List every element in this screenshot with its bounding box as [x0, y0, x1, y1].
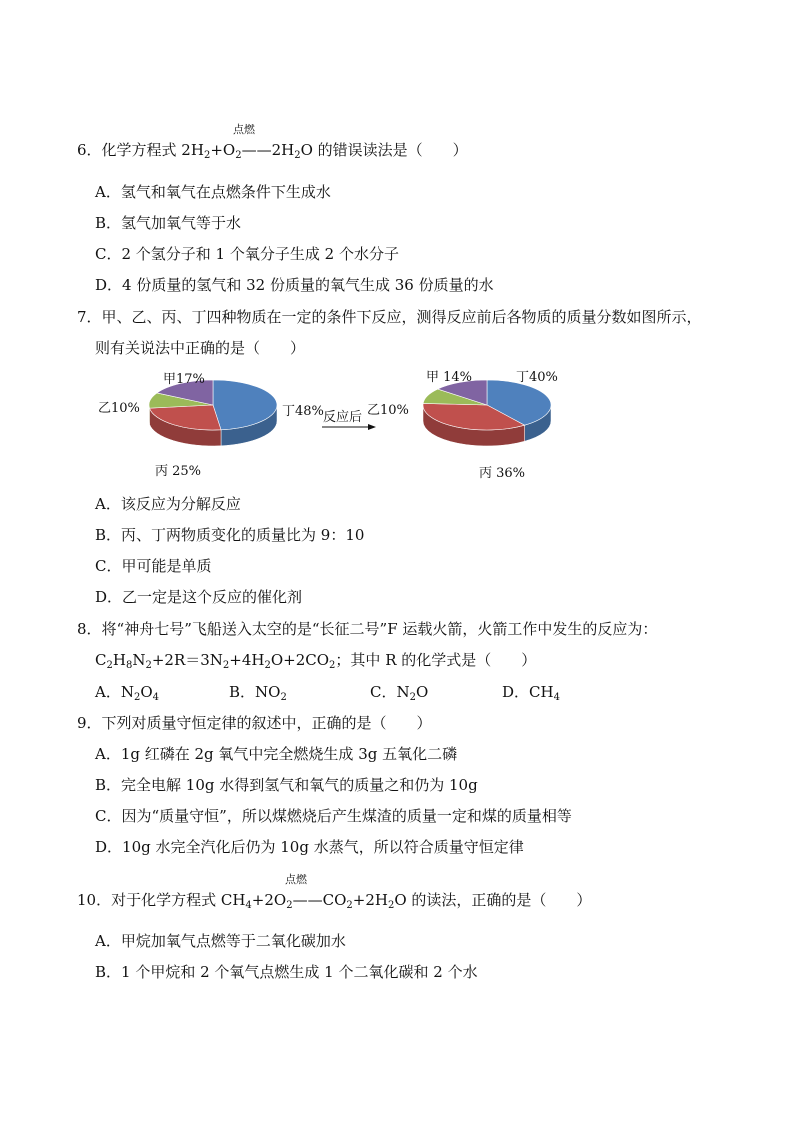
q10-sub: 2	[346, 900, 353, 911]
q6-condition: 点燃	[233, 123, 255, 136]
eq-part: H	[112, 651, 126, 669]
pie-chart-after	[367, 370, 558, 481]
q8-b-text: B．NO	[229, 683, 281, 701]
eq-sub: 2	[106, 660, 113, 671]
eq-sub: 2	[145, 660, 152, 671]
q6-option-b: B．氢气加氧气等于水	[95, 214, 242, 232]
q8-d-text: D．CH	[502, 683, 554, 701]
q8-b-sub: 2	[280, 692, 287, 703]
q7-stem-line1: 7．甲、乙、丙、丁四种物质在一定的条件下反应，测得反应前后各物质的质量分数如图所示，	[77, 308, 702, 326]
q6-sub: 2	[235, 150, 242, 161]
q10-mid1: +2O	[251, 891, 287, 909]
reaction-arrow-label: 反应后	[323, 410, 363, 425]
pie-label-丁: 丁48%	[282, 404, 324, 419]
q8-option-c	[370, 682, 502, 702]
q8-a-text: A．N	[95, 683, 134, 701]
q10-pre: 10．对于化学方程式 CH	[77, 891, 246, 909]
q8-option-a	[95, 682, 229, 702]
q6-stem-mid1: +O	[210, 141, 236, 159]
q10-mid2: ——CO	[292, 891, 347, 909]
pie-label-丙: 丙 25%	[155, 464, 202, 479]
q6-sub: 2	[294, 150, 301, 161]
pie-label-乙: 乙10%	[367, 403, 409, 418]
q8-option-d	[502, 682, 560, 702]
q10-stem	[77, 890, 591, 910]
q7-option-c: C．甲可能是单质	[95, 557, 212, 575]
pie-chart-before	[98, 372, 324, 479]
q10-option-b: B．1 个甲烷和 2 个氧气点燃生成 1 个二氧化碳和 2 个水	[95, 963, 478, 981]
q6-stem-mid2: ——2H	[241, 141, 295, 159]
q7-option-d: D．乙一定是这个反应的催化剂	[95, 588, 303, 606]
eq-sub: 2	[329, 660, 336, 671]
q9-option-a: A．1g 红磷在 2g 氧气中完全燃烧生成 3g 五氧化二磷	[95, 745, 458, 763]
q7-stem-line2: 则有关说法中正确的是（ ）	[95, 339, 306, 357]
q7-option-b: B．丙、丁两物质变化的质量比为 9：10	[95, 526, 365, 544]
q10-option-a: A．甲烷加氧气点燃等于二氧化碳加水	[95, 932, 346, 950]
q6-stem-pre: 6．化学方程式 2H	[77, 141, 204, 159]
q10-post: O 的读法，正确的是（ ）	[394, 891, 592, 909]
q6-option-a: A．氢气和氧气在点燃条件下生成水	[95, 183, 331, 201]
eq-sub: 2	[264, 660, 271, 671]
pie-label-甲: 甲 14%	[426, 370, 473, 385]
q8-options-row	[95, 682, 560, 702]
pie-label-丁: 丁40%	[516, 370, 558, 385]
q8-option-b	[229, 682, 370, 702]
pie-label-丙: 丙 36%	[479, 466, 526, 481]
q6-option-c: C．2 个氢分子和 1 个氧分子生成 2 个水分子	[95, 245, 399, 263]
pie-charts-figure	[0, 365, 794, 485]
q9-option-b: B．完全电解 10g 水得到氢气和氧气的质量之和仍为 10g	[95, 776, 478, 794]
q8-stem-line1: 8．将“神舟七号”飞船送入太空的是“长征二号”F 运载火箭，火箭工作中发生的反应为：	[77, 620, 658, 638]
q10-mid3: +2H	[352, 891, 388, 909]
eq-part: O+2CO	[270, 651, 330, 669]
q10-sub: 4	[245, 900, 252, 911]
eq-sub: 8	[125, 660, 133, 671]
q8-a-sub2: 4	[152, 692, 160, 703]
q8-c-post: O	[415, 683, 429, 701]
q10-sub: 2	[286, 900, 293, 911]
eq-part: N	[132, 651, 146, 669]
q6-stem-post: O 的错误读法是（ ）	[300, 141, 468, 159]
q9-option-c: C．因为“质量守恒”，所以煤燃烧后产生煤渣的质量一定和煤的质量相等	[95, 807, 572, 825]
q10-sub: 2	[387, 900, 395, 911]
q8-c-text: C．N	[370, 683, 410, 701]
q8-c-sub: 2	[409, 692, 416, 703]
q10-condition: 点燃	[285, 873, 307, 886]
eq-part: +2R＝3N	[151, 651, 223, 669]
q8-a-mid: O	[140, 683, 153, 701]
eq-part: C	[95, 651, 107, 669]
pie-label-甲: 甲17%	[163, 372, 205, 387]
q9-option-d: D．10g 水完全汽化后仍为 10g 水蒸气，所以符合质量守恒定律	[95, 838, 524, 856]
eq-part: +4H	[229, 651, 265, 669]
q6-sub: 2	[203, 150, 211, 161]
q6-stem	[77, 140, 468, 160]
q8-equation	[95, 650, 536, 670]
q6-option-d: D．4 份质量的氢气和 32 份质量的氧气生成 36 份质量的水	[95, 276, 494, 294]
q9-stem: 9．下列对质量守恒定律的叙述中，正确的是（ ）	[77, 714, 432, 732]
eq-part: ；其中 R 的化学式是（ ）	[335, 651, 537, 669]
q8-d-sub: 4	[553, 692, 560, 703]
q7-option-a: A．该反应为分解反应	[95, 495, 241, 513]
pie-label-乙: 乙10%	[98, 401, 140, 416]
q8-a-sub1: 2	[133, 692, 141, 703]
reaction-arrow-head	[368, 424, 376, 430]
eq-sub: 2	[222, 660, 230, 671]
